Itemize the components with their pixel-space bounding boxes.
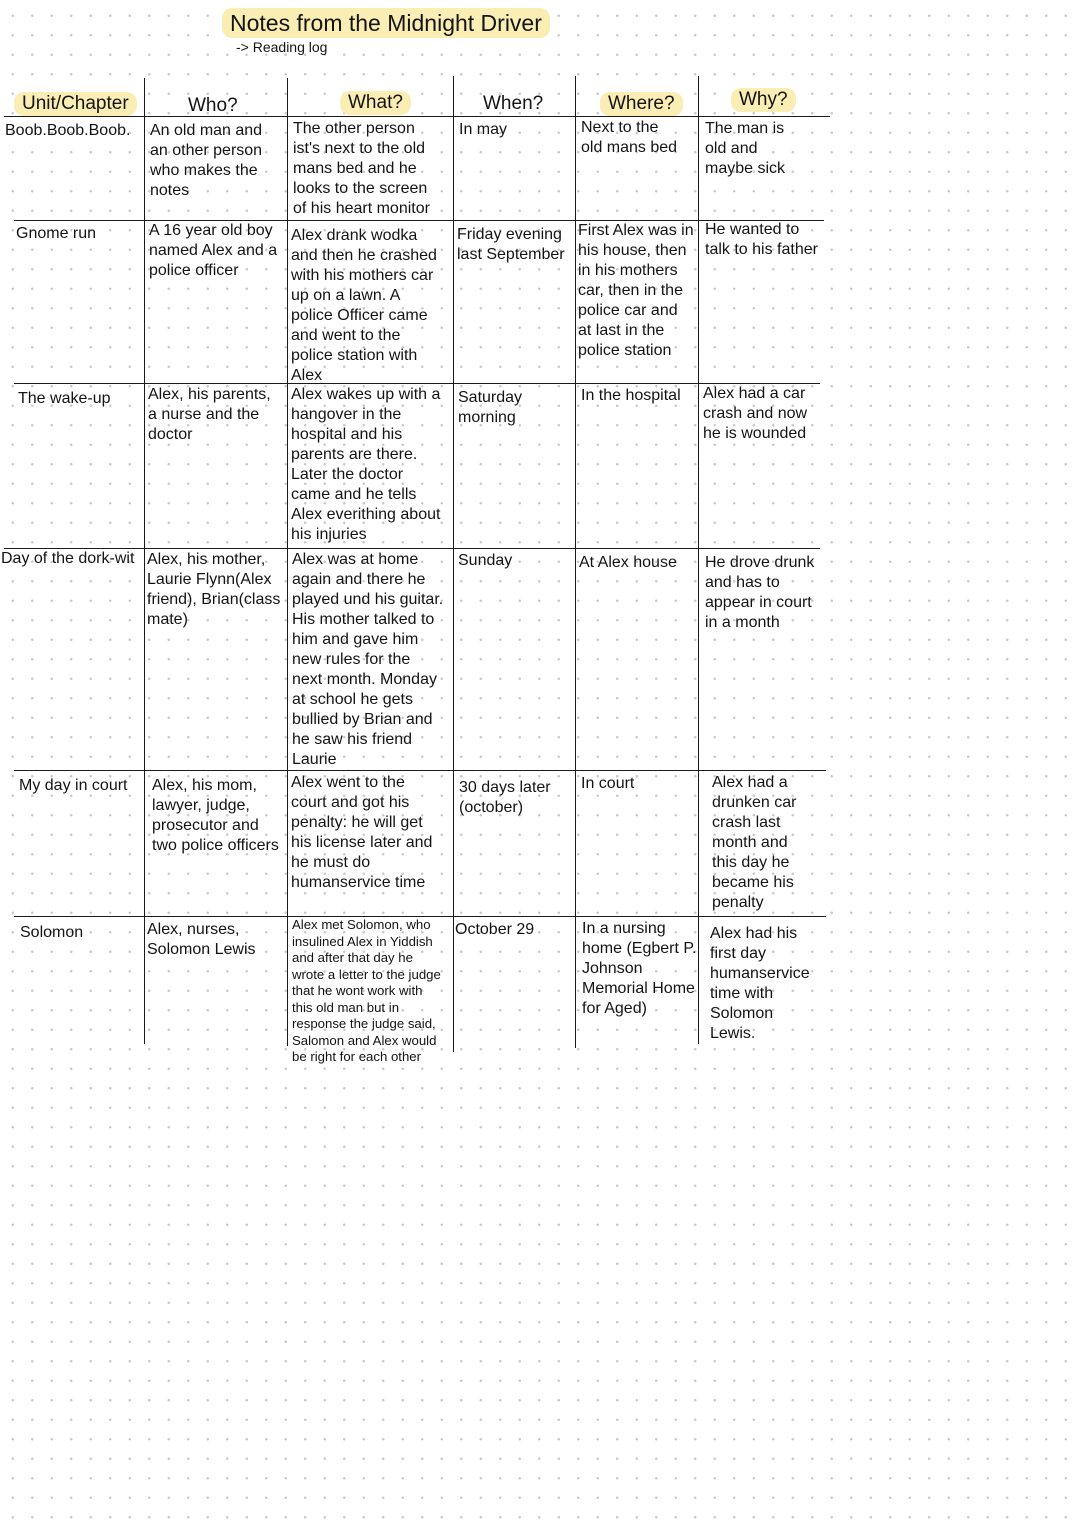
- row-when: In may: [459, 121, 508, 138]
- row-unit: Boob.Boob.Boob.: [5, 122, 131, 139]
- header-underline: [4, 116, 830, 117]
- row-where: In court: [581, 775, 635, 792]
- row-why: Alex had a car crash and now he is wounded: [703, 385, 808, 442]
- row-why: The man is old and maybe sick: [705, 120, 786, 177]
- row-when: Friday evening last September: [457, 226, 565, 263]
- row-where: First Alex was in his house, then in his mothers car, then in the police car and at last in the police station: [578, 222, 694, 359]
- row-why: He drove drunk and has to appear in court in a month: [705, 554, 815, 631]
- column-divider: [575, 76, 576, 1048]
- page-subtitle: -> Reading log: [236, 39, 328, 55]
- column-divider: [453, 76, 454, 1052]
- row-unit: Day of the dork-wit: [1, 550, 135, 567]
- header-when: When?: [483, 93, 544, 114]
- row-who: Alex, his mother, Laurie Flynn(Alex friend), Brian(class mate): [147, 551, 281, 628]
- column-divider: [698, 76, 699, 1044]
- row-why: He wanted to talk to his father: [705, 221, 818, 258]
- row-what: The other person ist's next to the old mans bed and he looks to the screen of his heart monitor: [293, 120, 430, 217]
- row-where: At Alex house: [579, 554, 677, 571]
- row-who: Alex, his parents, a nurse and the doctor: [148, 386, 271, 443]
- row-when: Saturday morning: [458, 389, 523, 426]
- row-what: Alex was at home again and there he played und his guitar. His mother talked to him and gave him new rules for the next month. Monday at school he gets bullied by Brian and he saw his friend Laurie: [292, 551, 444, 768]
- row-what: Alex went to the court and got his penalty: he will get his license later and he must do humanservice time: [291, 774, 433, 891]
- row-divider: [14, 770, 826, 771]
- header-where: Where?: [600, 92, 683, 116]
- column-divider: [287, 78, 288, 1046]
- row-who: An old man and an other person who makes the notes: [150, 122, 263, 199]
- header-what: What?: [340, 91, 411, 115]
- row-when: 30 days later (october): [459, 779, 551, 816]
- row-who: Alex, nurses, Solomon Lewis: [147, 921, 256, 958]
- row-divider: [14, 220, 824, 221]
- header-unit-chapter: Unit/Chapter: [14, 92, 137, 116]
- header-who: Who?: [188, 95, 238, 116]
- row-why: Alex had his first day humanservice time with Solomon Lewis.: [710, 925, 810, 1042]
- row-unit: My day in court: [19, 777, 128, 794]
- header-why: Why?: [731, 88, 796, 112]
- row-why: Alex had a drunken car crash last month and this day he became his penalty: [712, 774, 797, 911]
- row-unit: Gnome run: [16, 225, 97, 242]
- row-who: A 16 year old boy named Alex and a police officer: [149, 222, 278, 279]
- row-where: In the hospital: [581, 387, 681, 404]
- row-when: October 29: [455, 921, 535, 938]
- row-what: Alex drank wodka and then he crashed with his mothers car up on a lawn. A police Officer came and went to the police station with Alex: [291, 227, 437, 384]
- row-what: Alex met Solomon, who insulined Alex in Yiddish and after that day he wrote a letter to the judge that he wont work with this old man but in response the judge said, Salomon and Alex would be right for each other: [292, 917, 441, 1064]
- column-divider: [144, 78, 145, 1044]
- row-where: In a nursing home (Egbert P. Johnson Memorial Home for Aged): [582, 920, 697, 1017]
- page-title: Notes from the Midnight Driver: [222, 8, 550, 38]
- row-who: Alex, his mom, lawyer, judge, prosecutor and two police officers: [152, 777, 279, 854]
- row-unit: The wake-up: [18, 390, 111, 407]
- row-when: Sunday: [458, 552, 513, 569]
- row-unit: Solomon: [20, 924, 84, 941]
- row-where: Next to the old mans bed: [581, 119, 678, 156]
- row-what: Alex wakes up with a hangover in the hospital and his parents are there. Later the doctor came and he tells Alex everithing about his injuries: [291, 386, 441, 543]
